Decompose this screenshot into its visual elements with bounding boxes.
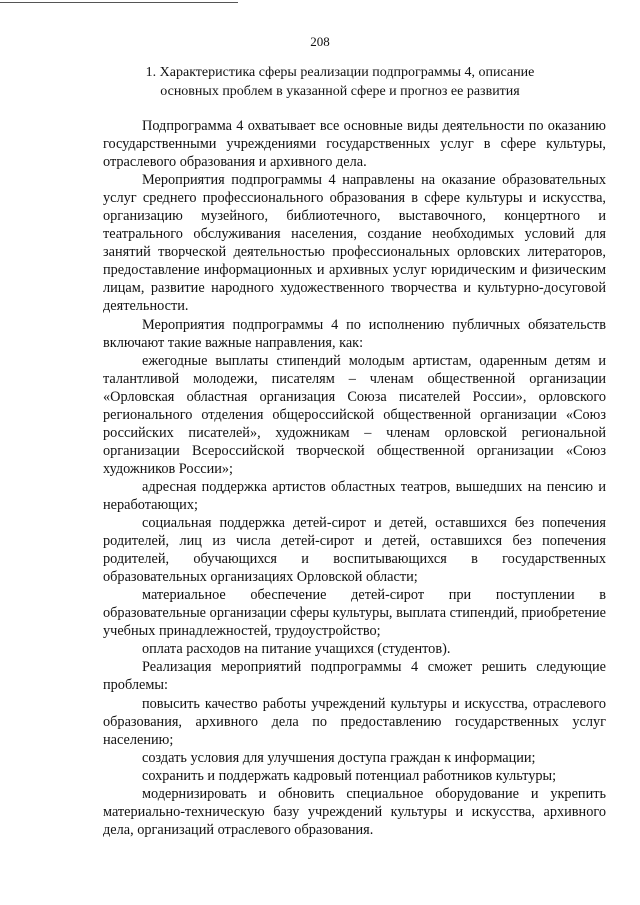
list-item: социальная поддержка детей-сирот и детей, оставшихся без попечения родителей, лиц из числа детей-сирот и детей, оставшихся без попечения родителей, обучающихся и воспитывающихся в государственных образовательных организациях Орловской области; [103, 515, 606, 586]
body-text [103, 117, 606, 839]
list-item: создать условия для улучшения доступа граждан к информации; [142, 749, 536, 766]
paragraph: Мероприятия подпрограммы 4 по исполнению публичных обязательств включают такие важные направления, как: [103, 316, 606, 351]
paragraph: Реализация мероприятий подпрограммы 4 сможет решить следующие проблемы: [103, 659, 606, 694]
paragraph: Мероприятия подпрограммы 4 направлены на оказание образовательных услуг среднего профессионального образования в сфере культуры и искусства, организацию музейного, библиотечного, выставочного, концертного и театрального обслуживания населения, создание необходимых условий для занятий творческой деятельностью профессиональных орловских литераторов, предоставление информационных и архивных услуг юридическим и физическим лицам, развитие народного художественного творчества и культурно-досуговой деятельности. [103, 172, 606, 315]
paragraph: Подпрограмма 4 охватывает все основные виды деятельности по оказанию государственными учреждениями государственных услуг в сфере культуры, отраслевого образования и архивного дела. [103, 118, 606, 171]
list-item: модернизировать и обновить специальное оборудование и укрепить материально-техническую базу учреждений культуры и искусства, архивного дела, организаций отраслевого образования. [103, 785, 606, 838]
list-item: материальное обеспечение детей-сирот при поступлении в образовательные организации сферы культуры, выплата стипендий, приобретение учебных принадлежностей, трудоустройство; [103, 587, 606, 640]
top-rule [0, 2, 238, 3]
list-item: повысить качество работы учреждений культуры и искусства, отраслевого образования, архивного дела по предоставлению государственных услуг населению; [103, 695, 606, 748]
section-heading: 1. Характеристика сферы реализации подпрограммы 4, описание основных проблем в указанной сфере и прогноз ее развития [145, 65, 535, 99]
list-item: оплата расходов на питание учащихся (студентов). [142, 641, 451, 658]
list-item: сохранить и поддержать кадровый потенциал работников культуры; [142, 767, 557, 784]
list-item: адресная поддержка артистов областных театров, вышедших на пенсию и неработающих; [103, 478, 606, 513]
list-item: ежегодные выплаты стипендий молодым артистам, одаренным детям и талантливой молодежи, писателям – членам общественной организации «Орловская областная организация Союза писателей России», орловского регионального отделения общероссийской общественной организации «Союз российских писателей», художникам – членам орловской региональной организации Всероссийской творческой общественной организации «Союз художников России»; [103, 352, 606, 477]
page-number: 208 [310, 34, 330, 49]
